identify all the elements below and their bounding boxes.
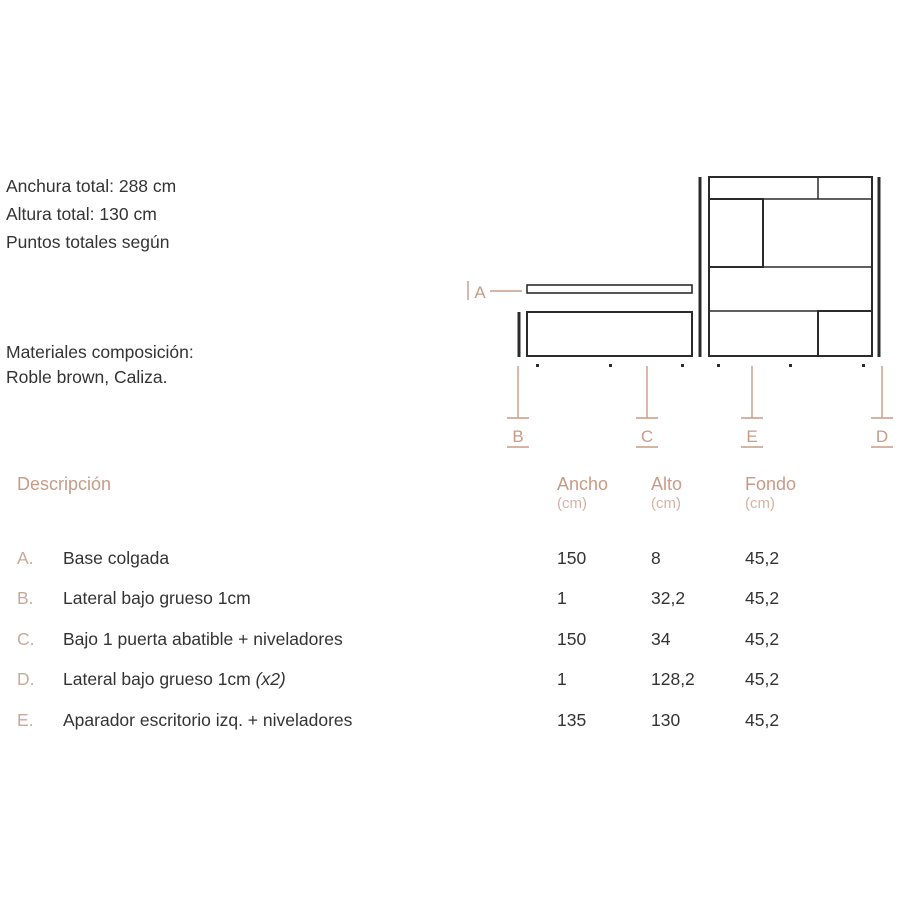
row-description-text: Lateral bajo grueso 1cm [63,588,251,609]
module-e-drawer [709,199,763,267]
header-description: Descripción [17,474,112,494]
materials-value: Roble brown, Caliza. [6,367,168,387]
header-depth-label: Fondo [745,474,797,494]
label-d: D [875,427,889,446]
row-description [63,619,557,660]
row-description-text: Base colgada [63,547,170,568]
module-e-door [818,311,872,356]
row-description [63,700,557,741]
row-letter: B. [17,588,34,609]
leveler-feet [536,364,865,367]
row-width: 1 [557,588,567,609]
table-row [0,538,865,579]
row-height: 32,2 [651,588,686,609]
materials-label: Materiales composición: [6,342,194,362]
row-description-text: Bajo 1 puerta abatible + niveladores [63,628,343,649]
total-width-text: Anchura total: 288 cm [6,176,177,196]
table-row [0,579,865,620]
header-depth-unit: (cm) [745,495,775,512]
label-e: E [746,427,758,446]
row-letter: D. [17,669,35,690]
label-b: B [512,427,524,446]
row-letter: E. [17,709,34,730]
total-height-text: Altura total: 130 cm [6,204,157,224]
row-depth: 45,2 [745,588,780,609]
module-c-bajo-puerta [527,312,692,356]
row-depth: 45,2 [745,669,780,690]
row-height: 128,2 [651,669,695,690]
total-points-text: Puntos totales según [6,232,170,252]
row-height: 130 [651,709,681,730]
row-description-text: Lateral bajo grueso 1cm [63,669,256,690]
header-width [557,474,651,538]
header-depth [745,474,865,538]
row-description [63,660,557,701]
row-depth: 45,2 [745,709,780,730]
table-header-row [0,474,865,538]
row-letter: A. [17,547,34,568]
row-description [63,538,557,579]
header-width-label: Ancho [557,474,609,494]
label-a: A [474,283,486,302]
row-description-text: Aparador escritorio izq. + niveladores [63,709,353,730]
components-table [0,474,865,741]
header-height-label: Alto [651,474,683,494]
header-width-unit: (cm) [557,495,587,512]
table-row [0,660,865,701]
row-letter: C. [17,628,35,649]
header-height-unit: (cm) [651,495,681,512]
row-depth: 45,2 [745,628,780,649]
row-width: 150 [557,547,587,568]
table-row [0,700,865,741]
header-height [651,474,745,538]
module-a-base-colgada [527,285,692,293]
row-description-note: (x2) [255,669,286,690]
row-height: 8 [651,547,661,568]
label-c: C [640,427,654,446]
dimension-markers [468,281,893,447]
row-width: 150 [557,628,587,649]
row-width: 1 [557,669,567,690]
table-row [0,619,865,660]
row-width: 135 [557,709,587,730]
row-description [63,579,557,620]
row-height: 34 [651,628,671,649]
row-depth: 45,2 [745,547,780,568]
